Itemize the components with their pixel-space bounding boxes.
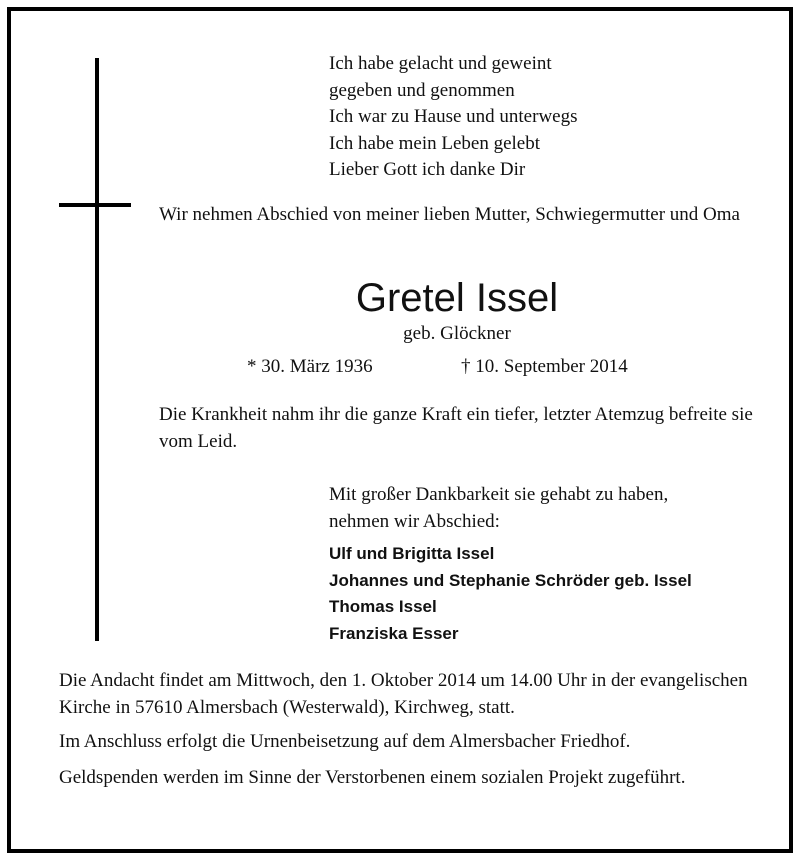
donations-info: Geldspenden werden im Sinne der Verstorbenen einem sozialen Projekt zugeführt. [59, 767, 686, 788]
death-date: † 10. September 2014 [461, 356, 628, 377]
service-info: Die Andacht findet am Mittwoch, den 1. Oktober 2014 um 14.00 Uhr in der evangelischen Kirche in 57610 Almersbach (Westerwald), Kirchweg, statt. [59, 670, 748, 718]
farewell-intro: Wir nehmen Abschied von meiner lieben Mutter, Schwiegermutter und Oma [159, 204, 740, 225]
poem-line: Lieber Gott ich danke Dir [329, 159, 526, 180]
obituary-notice [7, 7, 793, 853]
poem-line: gegeben und genommen [329, 79, 515, 101]
family-member: Franziska Esser [329, 623, 459, 643]
family-member: Thomas Issel [329, 597, 437, 616]
poem [329, 51, 578, 184]
gratitude-line: Mit großer Dankbarkeit sie gehabt zu haben, [329, 484, 669, 505]
poem-line: Ich war zu Hause und unterwegs [329, 106, 578, 127]
burial-info: Im Anschluss erfolgt die Urnenbeisetzung auf dem Almersbacher Friedhof. [59, 731, 631, 752]
poem-line: Ich habe gelacht und geweint [329, 53, 552, 74]
cross-icon-bar [59, 203, 131, 207]
gratitude-line: nehmen wir Abschied: [329, 511, 500, 532]
gratitude-text [329, 481, 668, 535]
family-member: Ulf und Brigitta Issel [329, 544, 495, 563]
illness-text: Die Krankheit nahm ihr die ganze Kraft ein tiefer, letzter Atemzug befreite sie vom Leid. [159, 404, 753, 452]
poem-line: Ich habe mein Leben gelebt [329, 132, 541, 154]
family-member: Johannes und Stephanie Schröder geb. Issel [329, 570, 692, 590]
cross-icon [95, 58, 99, 641]
birth-date: * 30. März 1936 [247, 356, 373, 377]
deceased-name: Gretel Issel [355, 276, 559, 320]
family-list [329, 541, 692, 647]
maiden-name: geb. Glöckner [403, 323, 511, 344]
